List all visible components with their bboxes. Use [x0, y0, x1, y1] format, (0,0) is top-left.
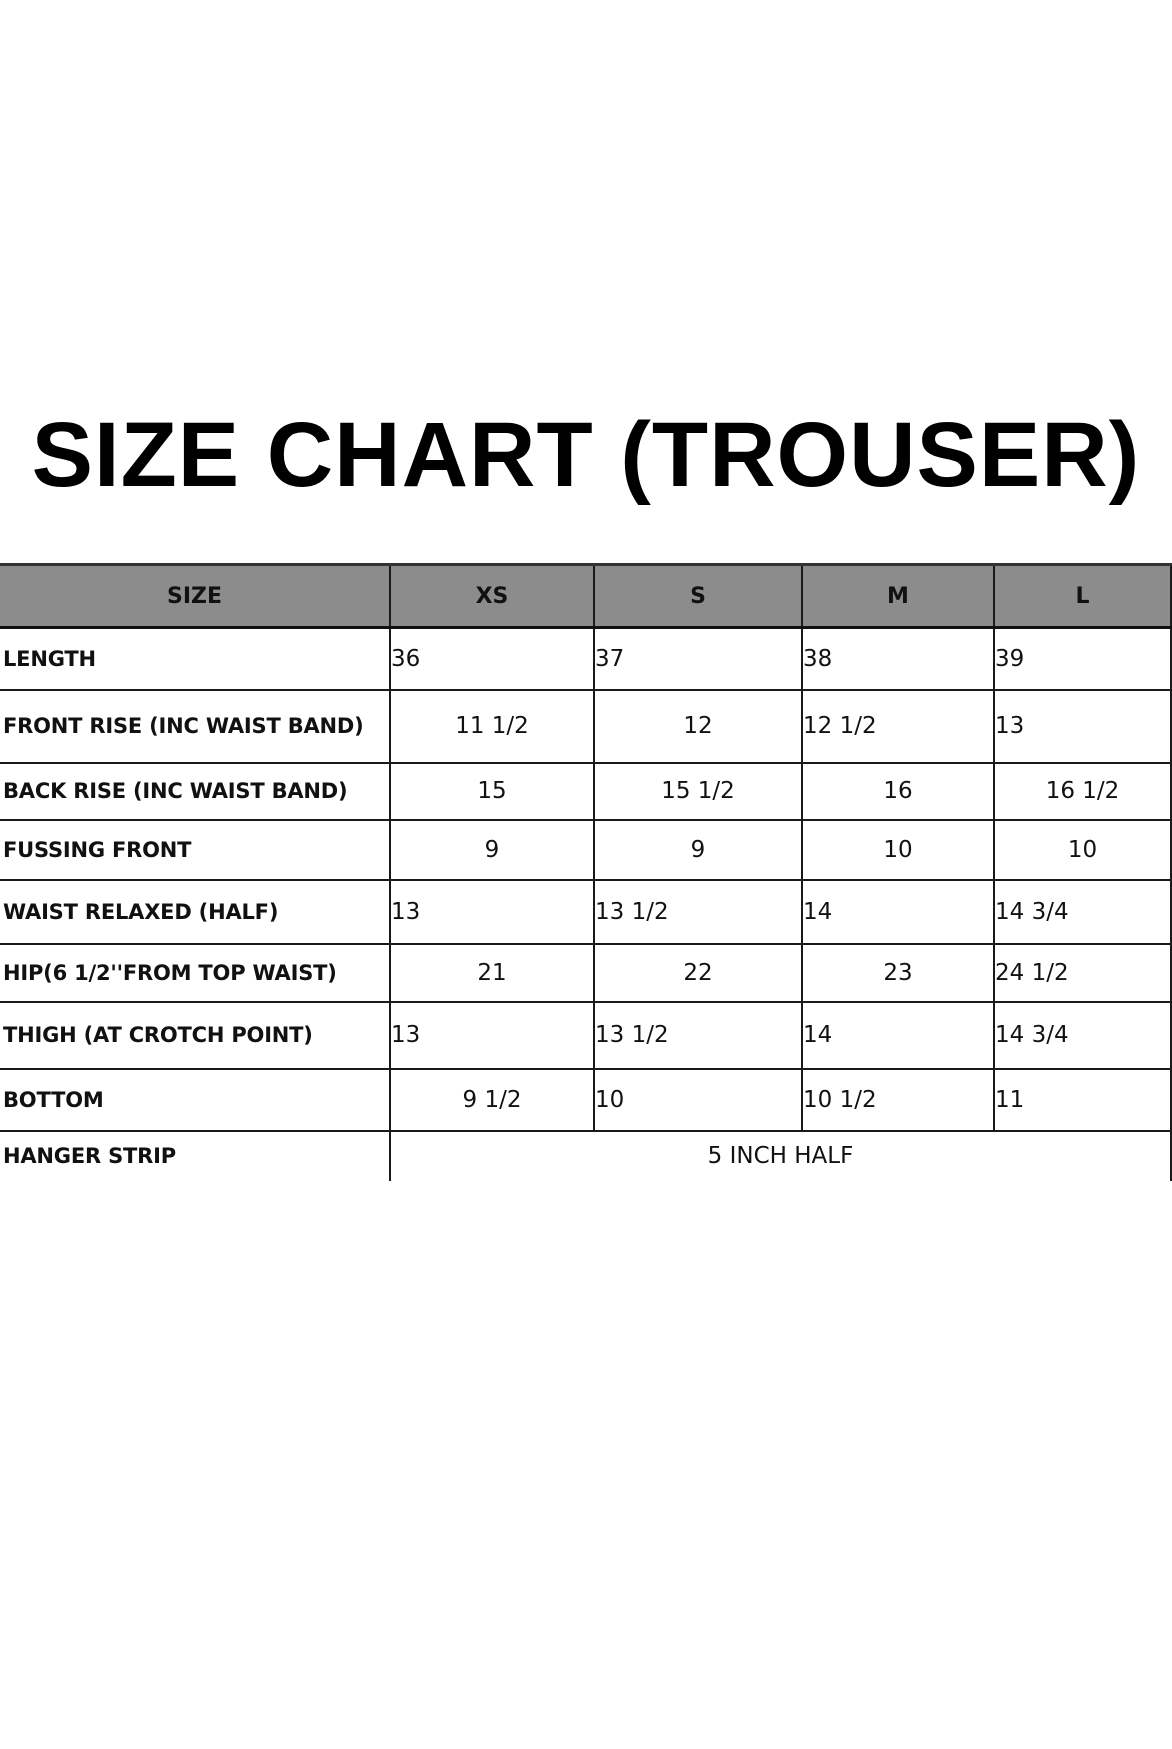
header-xs: XS [390, 565, 594, 628]
cell-s: 10 [594, 1069, 802, 1131]
cell-l: 10 [994, 820, 1171, 880]
row-label: HIP(6 1/2''FROM TOP WAIST) [0, 944, 390, 1002]
row-label: LENGTH [0, 628, 390, 690]
cell-s: 37 [594, 628, 802, 690]
cell-l: 14 3/4 [994, 880, 1171, 944]
cell-s: 22 [594, 944, 802, 1002]
row-label: FRONT RISE (INC WAIST BAND) [0, 690, 390, 763]
cell-s: 9 [594, 820, 802, 880]
cell-m: 14 [802, 880, 994, 944]
cell-s: 15 1/2 [594, 763, 802, 820]
row-label: WAIST RELAXED (HALF) [0, 880, 390, 944]
cell-m: 16 [802, 763, 994, 820]
row-label: THIGH (AT CROTCH POINT) [0, 1002, 390, 1069]
table-row [0, 880, 1171, 944]
cell-xs: 9 1/2 [390, 1069, 594, 1131]
size-chart-table [0, 563, 1172, 1181]
cell-l: 16 1/2 [994, 763, 1171, 820]
cell-xs: 13 [390, 880, 594, 944]
row-label: BOTTOM [0, 1069, 390, 1131]
cell-l: 14 3/4 [994, 1002, 1171, 1069]
cell-m: 10 1/2 [802, 1069, 994, 1131]
cell-xs: 21 [390, 944, 594, 1002]
cell-xs: 36 [390, 628, 594, 690]
table-row [0, 628, 1171, 690]
cell-s: 12 [594, 690, 802, 763]
header-l: L [994, 565, 1171, 628]
hanger-strip-value: 5 INCH HALF [390, 1131, 1171, 1181]
table-row [0, 1069, 1171, 1131]
cell-m: 10 [802, 820, 994, 880]
table-row [0, 820, 1171, 880]
table-row [0, 1131, 1171, 1181]
cell-m: 12 1/2 [802, 690, 994, 763]
row-label: FUSSING FRONT [0, 820, 390, 880]
cell-xs: 13 [390, 1002, 594, 1069]
table-row [0, 1002, 1171, 1069]
cell-l: 39 [994, 628, 1171, 690]
cell-xs: 9 [390, 820, 594, 880]
table-row [0, 763, 1171, 820]
page-title: SIZE CHART (TROUSER) [31, 404, 1141, 506]
table-row [0, 690, 1171, 763]
header-m: M [802, 565, 994, 628]
cell-l: 13 [994, 690, 1171, 763]
cell-s: 13 1/2 [594, 880, 802, 944]
header-size: SIZE [0, 565, 390, 628]
row-label: BACK RISE (INC WAIST BAND) [0, 763, 390, 820]
table-header-row [0, 565, 1171, 628]
cell-l: 24 1/2 [994, 944, 1171, 1002]
header-s: S [594, 565, 802, 628]
cell-m: 38 [802, 628, 994, 690]
cell-s: 13 1/2 [594, 1002, 802, 1069]
cell-xs: 11 1/2 [390, 690, 594, 763]
cell-m: 23 [802, 944, 994, 1002]
cell-m: 14 [802, 1002, 994, 1069]
cell-l: 11 [994, 1069, 1171, 1131]
cell-xs: 15 [390, 763, 594, 820]
row-label: HANGER STRIP [0, 1131, 390, 1181]
table-row [0, 944, 1171, 1002]
